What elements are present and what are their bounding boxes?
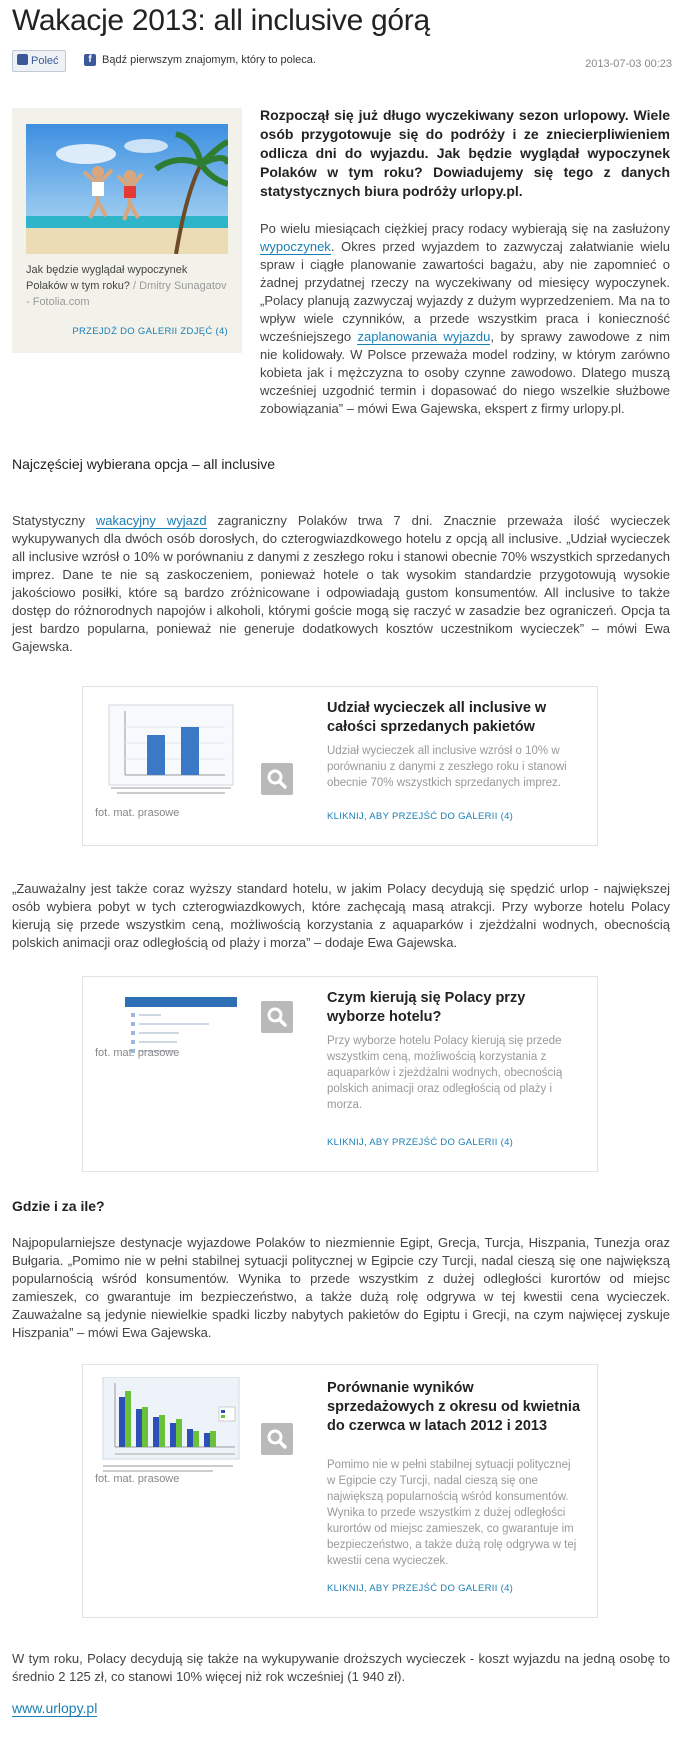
facebook-like-button[interactable] [12, 50, 66, 72]
card-gallery-link[interactable]: KLIKNIJ, ABY PRZEJŚĆ DO GALERII (4) [327, 1583, 514, 1594]
p1-text-c: , by sprawy zawodowe z nim nie kolidowały. W Polsce przeważa model rodziny, w którym zarówno kobieta jak i mężczyzna to osoby czynne zawodowo. Dlatego muszą wcześniej uzgodnić termin i dopasować do niego wszelkie służbowe zobowiązania” – mówi Ewa Gajewska, ekspert z firmy urlopy.pl. [260, 329, 670, 416]
card-gallery-link[interactable]: KLIKNIJ, ABY PRZEJŚĆ DO GALERII (4) [327, 811, 514, 822]
beach-photo[interactable] [26, 124, 228, 254]
card-description: Udział wycieczek all inclusive wzrósł o 10% w porównaniu z danymi z zeszłego roku i stanowi obecnie 70% wszystkich sprzedanych imprez. [327, 745, 567, 789]
facebook-friends-text: Bądź pierwszym znajomym, który to poleca. [102, 54, 316, 66]
article-date: 2013-07-03 00:23 [585, 58, 672, 70]
bar-chart-thumbnail [95, 1377, 245, 1477]
paragraph-4: Najpopularniejsze destynacje wyjazdowe Polaków to niezmiennie Egipt, Grecja, Turcja, Hiszpania, Tunezja oraz Bułgaria. „Pomimo nie w pełni stabilnej sytuacji politycznej w Egipcie czy Turcji, nadal cieszą się one największą popularnością wśród konsumentów. Wynika to przede wszystkim z dużej odległości kurortów od miejsc zamieszek, co gwarantuje im bezpieczeństwo, a także dużą rolę odgrywa w tej kwestii cena wycieczek. Zauważalne są jedynie niewielkie spadki liczby nabytych pakietów do Egiptu i Grecji, na czym najwięcej zyskuje Hiszpania” – mówi Ewa Gajewska. [12, 1235, 670, 1340]
zoom-button[interactable] [261, 1423, 293, 1455]
paragraph-2 [12, 512, 670, 656]
chart-thumbnail [95, 699, 245, 799]
card-title[interactable]: Porównanie wyników sprzedażowych z okresu od kwietnia do czerwca w latach 2012 i 2013 [327, 1380, 581, 1434]
heading-all-inclusive: Najczęściej wybierana opcja – all inclusive [12, 456, 276, 472]
gallery-card-hotel-choice[interactable] [82, 976, 598, 1172]
zoom-button[interactable] [261, 1001, 293, 1033]
heading-where: Gdzie i za ile? [12, 1198, 105, 1214]
p1-text-b: . Okres przed wyjazdem to zazwyczaj załatwianie wielu spraw i ciągłe planowanie zawartości bagażu, aby nie zapomnieć o żadnej przydatnej rzeczy na wyczekiwany od miesięcy wypoczynek. „Polacy planują zazwyczaj wyjazdy z dużym wyprzedzeniem. Ma na to wpływ wiele czynników, a przede wszystkim praca i konieczność wcześniejszego [260, 239, 670, 344]
card-title[interactable]: Udział wycieczek all inclusive w całości sprzedanych pakietów [327, 700, 547, 735]
link-wakacyjny-wyjazd[interactable]: wakacyjny wyjazd [95, 513, 207, 528]
photo-gallery-link[interactable]: PRZEJDŹ DO GALERII ZDJĘĆ (4) [72, 326, 228, 337]
facebook-icon: f [84, 54, 96, 66]
card-description: Pomimo nie w pełni stabilnej sytuacji politycznej w Egipcie czy Turcji, nadal cieszą się one największą popularnością wśród konsumentów. Wynika to przede wszystkim z dużej odległości kurortów od miejsc zamieszek, co gwarantuje im bezpieczeństwo, a także dużą rolę odgrywa w tej kwestii cena wycieczek. [327, 1459, 577, 1567]
card-title[interactable]: Czym kierują się Polacy przy wyborze hotelu? [327, 990, 526, 1025]
paragraph-1 [260, 220, 670, 418]
link-wypoczynek[interactable]: wypoczynek [260, 239, 331, 254]
gallery-card-all-inclusive[interactable] [82, 686, 598, 846]
gallery-card-sales-comparison[interactable] [82, 1364, 598, 1618]
photo-credit: fot. mat. prasowe [95, 807, 180, 819]
p2-text-a: Statystyczny [12, 513, 96, 528]
list-thumbnail [95, 989, 245, 1089]
social-bar [12, 50, 672, 72]
link-zaplanowania-wyjazdu[interactable]: zaplanowania wyjazdu [357, 329, 491, 344]
photo-caption: Jak będzie wyglądał wypoczynek Polaków w tym roku? / Dmitry Sunagatov - Fotolia.com [26, 264, 227, 308]
p2-text-b: zagraniczny Polaków trwa 7 dni. Znacznie przeważa ilość wycieczek wykupywanych dla dwóch osób dorosłych, do czterogwiazdkowego hotelu z opcją all inclusive. „Udział wycieczek all inclusive wzrósł o 10% w porównaniu z danymi z zeszłego roku i stanowi obecnie 70% wszystkich sprzedanych imprez. Dane te nie są zaskoczeniem, ponieważ hotele o tak wysokim standardzie przygotowują wysokie jakościowo posiłki, które są bardzo zróżnicowane i odpowiadają gustom konsumentów. All inclusive to także dostęp do różnorodnych napojów i alkoholi, którymi goście mogą się raczyć w zasadzie bez ograniczeń. Opcja ta jest bardzo popularna, ponieważ nie generuje dodatkowych kosztów uczestnikom wycieczek” – mówi Ewa Gajewska. [12, 513, 670, 654]
article-lead: Rozpoczął się już długo wyczekiwany sezon urlopowy. Wiele osób przygotowuje się do podróży i ze zniecierpliwieniem odlicza dni do wyjazdu. Jak będzie wyglądał wypoczynek Polaków w tym roku? Dowiadujemy się tego z danych statystycznych biura podróży urlopy.pl. [260, 107, 670, 199]
magnifier-icon [261, 1423, 293, 1455]
magnifier-icon [261, 763, 293, 795]
photo-source: Dmitry Sunagatov - Fotolia.com [26, 280, 227, 308]
paragraph-5: W tym roku, Polacy decydują się także na wykupywanie droższych wycieczek - koszt wyjazdu na jedną osobę to średnio 2 125 zł, co stanowi 10% więcej niż rok wcześniej (1 940 zł). [12, 1651, 670, 1684]
footer-source-link[interactable]: www.urlopy.pl [12, 1700, 98, 1716]
article-title: Wakacje 2013: all inclusive górą [12, 4, 430, 37]
photo-credit: fot. mat. prasowe [95, 1047, 180, 1059]
p1-text-a: Po wielu miesiącach ciężkiej pracy rodacy wybierają się na zasłużony [260, 221, 670, 236]
card-description: Przy wyborze hotelu Polacy kierują się przede wszystkim ceną, możliwością korzystania z aquaparków i zjeżdżalni wodnych, obecnością polskich animacji oraz odległością od plaży i morza. [327, 1035, 563, 1111]
magnifier-icon [261, 1001, 293, 1033]
photo-caption-text: Jak będzie wyglądał wypoczynek Polaków w tym roku? [26, 264, 188, 292]
like-label: Poleć [31, 55, 59, 67]
card-gallery-link[interactable]: KLIKNIJ, ABY PRZEJŚĆ DO GALERII (4) [327, 1137, 514, 1148]
photo-box [12, 108, 242, 353]
paragraph-3: „Zauważalny jest także coraz wyższy standard hotelu, w jakim Polacy decydują się spędzić urlop - największej osób wybiera pobyt w tych czterogwiazdkowych, które zachęcają masą atrakcji. Przy wyborze hotelu Polacy kierują się przede wszystkim ceną, możliwością korzystania z aquaparków i zjeżdżalni wodnych, obecnością polskich animacji oraz odległością od plaży i morza” – dodaje Ewa Gajewska. [12, 881, 670, 950]
thumbs-up-icon [17, 54, 28, 65]
zoom-button[interactable] [261, 763, 293, 795]
photo-credit: fot. mat. prasowe [95, 1473, 180, 1485]
